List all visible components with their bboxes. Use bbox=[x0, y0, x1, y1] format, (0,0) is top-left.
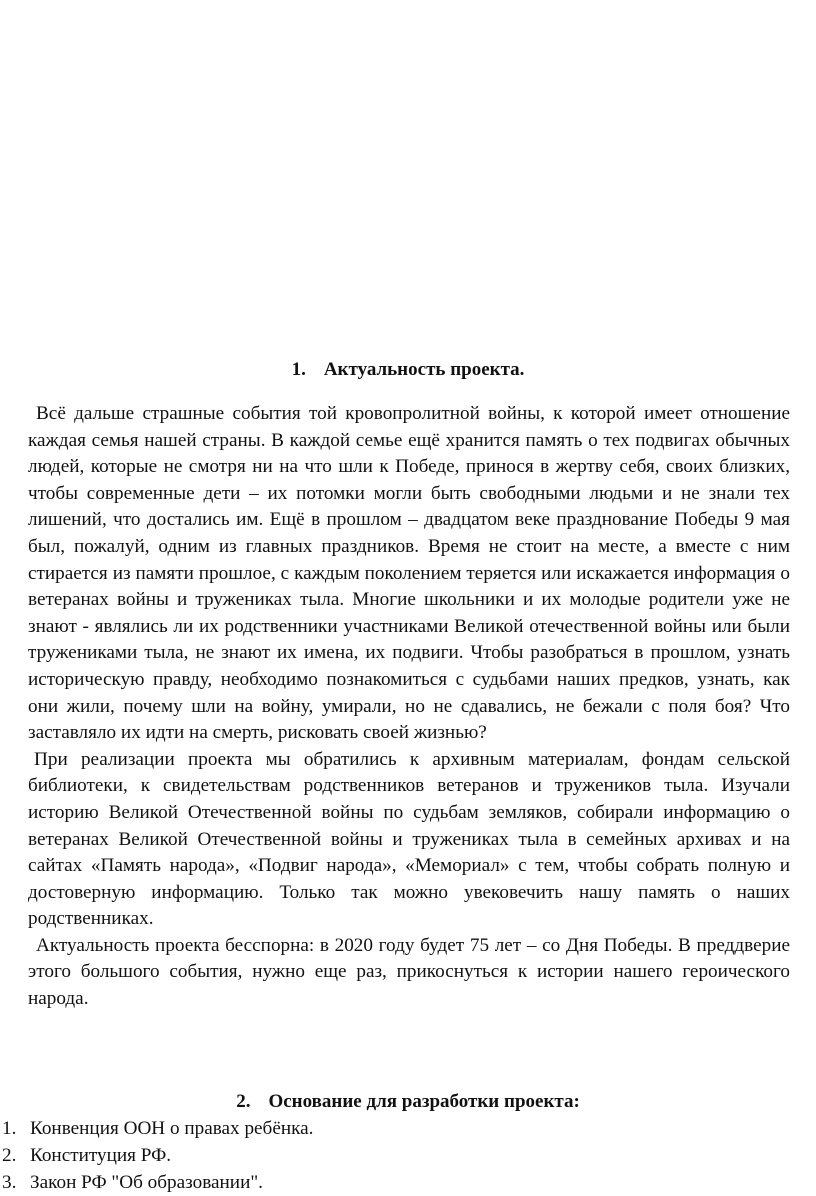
section-1-title: Актуальность проекта. bbox=[323, 359, 525, 380]
list-item bbox=[0, 1169, 790, 1196]
paragraph-relevance-intro: Всё дальше страшные события той кровопролитной войны, к которой имеет отношение каждая семья нашей страны. В каждой семье ещё хранится память о тех подвигах обычных людей, которые не смотря ни на что шли к Победе, принося в жертву себя, своих близких, чтобы современные дети – их потомки могли быть свободными людьми и не знали тех лишений, что достались им. Ещё в прошлом – двадцатом веке празднование Победы 9 мая был, пожалуй, одним из главных праздников. Время не стоит на месте, а вместе с ним стирается из памяти прошлое, с каждым поколением теряется или искажается информация о ветеранах войны и тружениках тыла. Многие школьники и их молодые родители уже не знают - являлись ли их родственники участниками Великой отечественной войны или были тружениками тыла, не знают их имена, их подвиги. Чтобы разобраться в прошлом, узнать историческую правду, необходимо познакомиться с судьбами наших предков, узнать, как они жили, почему шли на войну, умирали, но не сдавались, не бежали с поля боя? Что заставляло их идти на смерть, рисковать своей жизнью? bbox=[28, 403, 790, 744]
section-1-number: 1. bbox=[291, 359, 306, 380]
list-item-text: Конституция РФ. bbox=[30, 1145, 172, 1166]
paragraph-relevance-conclusion: Актуальность проекта бесспорна: в 2020 году будет 75 лет – со Дня Победы. В преддверие этого большого события, нужно еще раз, прикоснуться к истории нашего героического народа. bbox=[28, 934, 790, 1010]
list-item bbox=[0, 1115, 790, 1142]
section-2-number: 2. bbox=[236, 1091, 251, 1112]
list-item-text: Конвенция ООН о правах ребёнка. bbox=[30, 1118, 314, 1139]
list-item-number: 1. bbox=[2, 1118, 17, 1139]
list-item-text: Закон РФ "Об образовании". bbox=[30, 1172, 263, 1193]
section-1-heading bbox=[0, 358, 816, 382]
paragraph-project-implementation: При реализации проекта мы обратились к архивным материалам, фондам сельской библиотеки, к свидетельствам родственников ветеранов и тружеников тыла. Изучали историю Великой Отечественной войны по судьбам земляков, собирали информацию о ветеранах Великой Отечественной войны и тружениках тыла в семейных архивах и на сайтах «Память народа», «Подвиг народа», «Мемориал» с тем, чтобы собрать полную и достоверную информацию. Только так можно увековечить нашу память о наших родственниках. bbox=[28, 748, 790, 930]
section-2-heading bbox=[0, 1090, 816, 1114]
basis-list bbox=[0, 1115, 790, 1196]
section-2-title: Основание для разработки проекта: bbox=[268, 1091, 580, 1112]
section-1-body bbox=[28, 401, 790, 1013]
list-item bbox=[0, 1142, 790, 1169]
list-item-number: 3. bbox=[2, 1172, 17, 1193]
list-item-number: 2. bbox=[2, 1145, 17, 1166]
